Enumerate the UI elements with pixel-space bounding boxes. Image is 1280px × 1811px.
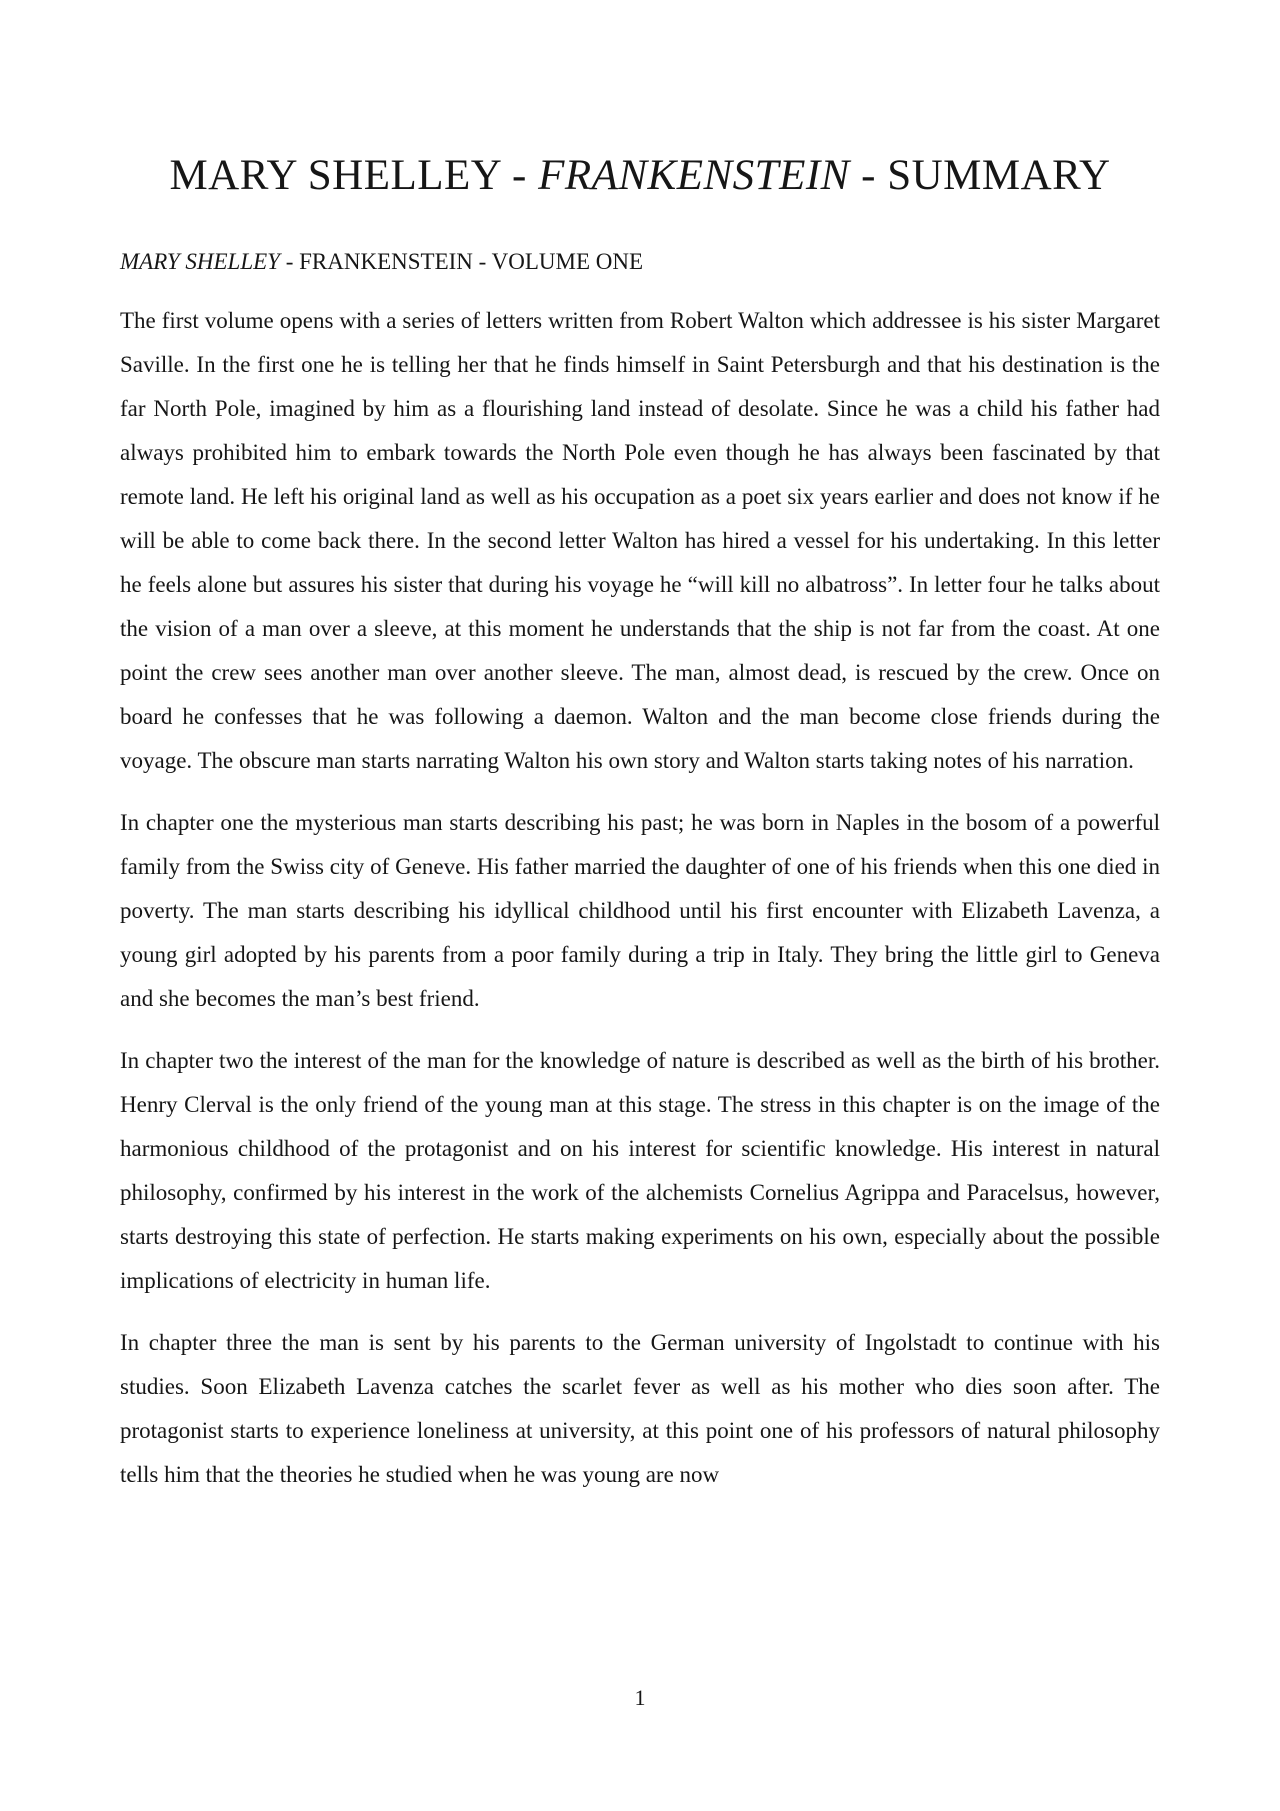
title-book-name: FRANKENSTEIN (538, 152, 850, 199)
title-text-trail: - SUMMARY (849, 152, 1111, 199)
paragraph-chapter-three: In chapter three the man is sent by his parents to the German university of Ingolstadt to continue with his studies. Soon Elizabeth Lavenza catches the scarlet fever as well as his mother who dies soon after. The protagonist starts to experience loneliness at university, at this point one of his professors of natural philosophy tells him that the theories he studied when he was young are now (120, 1330, 1160, 1487)
section-subtitle (120, 240, 1160, 284)
page-title (120, 150, 1160, 202)
title-text-lead: MARY SHELLEY - (169, 152, 539, 199)
subtitle-author-name: MARY SHELLEY (120, 249, 280, 274)
subtitle-text: - FRANKENSTEIN - VOLUME ONE (279, 249, 644, 274)
paragraph-chapter-two: In chapter two the interest of the man for the knowledge of nature is described as well as the birth of his brother. Henry Clerval is the only friend of the young man at this stage. The stress in this chapter is on the image of the harmonious childhood of the protagonist and on his interest for scientific knowledge. His interest in natural philosophy, confirmed by his interest in the work of the alchemists Cornelius Agrippa and Paracelsus, however, starts destroying this state of perfection. He starts making experiments on his own, especially about the possible implications of electricity in human life. (120, 1048, 1160, 1293)
paragraph-volume-letters: The first volume opens with a series of letters written from Robert Walton which addressee is his sister Margaret Saville. In the first one he is telling her that he finds himself in Saint Petersburgh and that his destination is the far North Pole, imagined by him as a flourishing land instead of desolate. Since he was a child his father had always prohibited him to embark towards the North Pole even though he has always been fascinated by that remote land. He left his original land as well as his occupation as a poet six years earlier and does not know if he will be able to come back there. In the second letter Walton has hired a vessel for his undertaking. In this letter he feels alone but assures his sister that during his voyage he “will kill no albatross”. In letter four he talks about the vision of a man over a sleeve, at this moment he understands that the ship is not far from the coast. At one point the crew sees another man over another sleeve. The man, almost dead, is rescued by the crew. Once on board he confesses that he was following a daemon. Walton and the man become close friends during the voyage. The obscure man starts narrating Walton his own story and Walton starts taking notes of his narration. (120, 308, 1160, 773)
page-number: 1 (634, 1685, 646, 1710)
paragraph-chapter-one: In chapter one the mysterious man starts describing his past; he was born in Naples in the bosom of a powerful family from the Swiss city of Geneve. His father married the daughter of one of his friends when this one died in poverty. The man starts describing his idyllical childhood until his first encounter with Elizabeth Lavenza, a young girl adopted by his parents from a poor family during a trip in Italy. They bring the little girl to Geneva and she becomes the man’s best friend. (120, 810, 1160, 1011)
